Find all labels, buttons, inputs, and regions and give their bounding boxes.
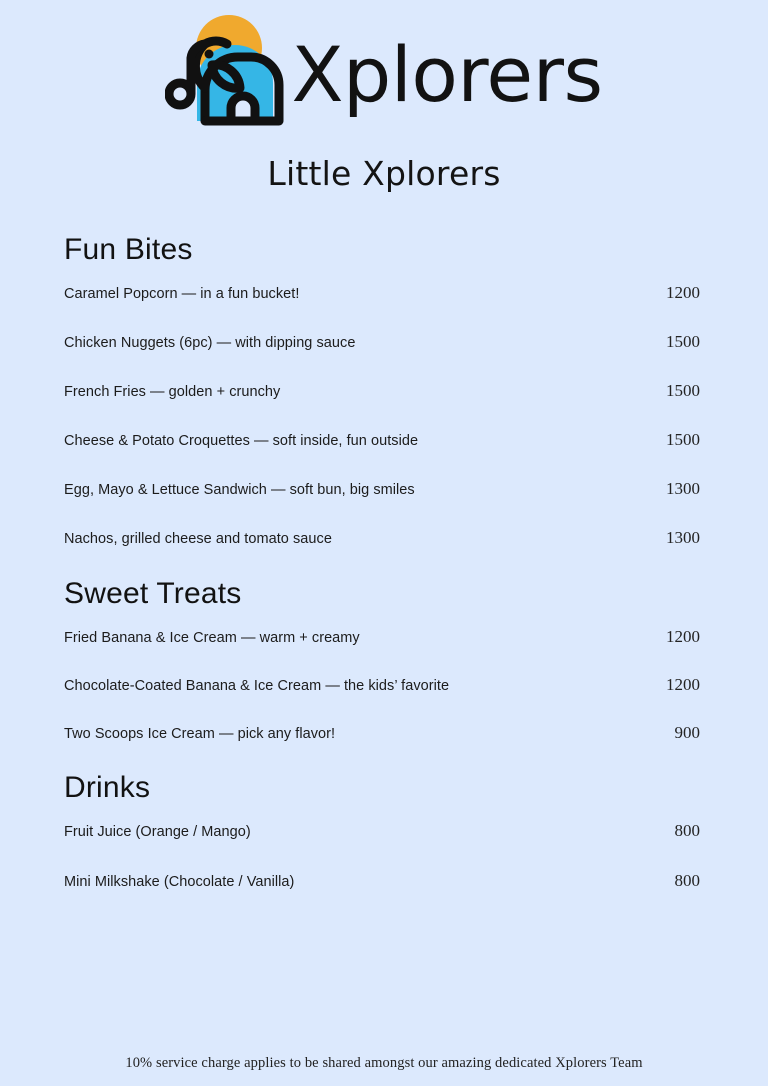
menu-item-row bbox=[64, 675, 700, 695]
menu-item-name: Egg, Mayo & Lettuce Sandwich — soft bun, big smiles bbox=[64, 482, 415, 498]
menu-item-price: 1200 bbox=[666, 675, 700, 694]
menu-item-name: Fried Banana & Ice Cream — warm + creamy bbox=[64, 630, 360, 646]
menu-item-row bbox=[64, 871, 700, 891]
menu-item-row bbox=[64, 381, 700, 401]
brand-header bbox=[0, 0, 768, 193]
item-list-sweet-treats bbox=[64, 627, 700, 743]
page-title: Little Xplorers bbox=[267, 154, 501, 193]
menu-item-price: 1500 bbox=[666, 332, 700, 351]
menu-section-fun-bites bbox=[64, 233, 700, 548]
menu-item-row bbox=[64, 528, 700, 548]
menu-item-price: 1200 bbox=[666, 627, 700, 646]
item-list-fun-bites bbox=[64, 283, 700, 548]
menu-item-name: Mini Milkshake (Chocolate / Vanilla) bbox=[64, 874, 295, 890]
menu-item-name: Nachos, grilled cheese and tomato sauce bbox=[64, 531, 332, 547]
menu-body bbox=[0, 233, 768, 1086]
menu-item-price: 1200 bbox=[666, 283, 700, 302]
menu-item-row bbox=[64, 430, 700, 450]
menu-item-name: Cheese & Potato Croquettes — soft inside, fun outside bbox=[64, 433, 419, 449]
menu-item-name: Chocolate-Coated Banana & Ice Cream — the kids’ favorite bbox=[64, 678, 450, 694]
logo-lockup bbox=[165, 8, 602, 136]
menu-section-drinks bbox=[64, 771, 700, 891]
item-list-drinks bbox=[64, 821, 700, 891]
menu-item-price: 800 bbox=[674, 871, 700, 890]
menu-item-name: Caramel Popcorn — in a fun bucket! bbox=[64, 286, 300, 302]
menu-item-row bbox=[64, 283, 700, 303]
section-title-sweet-treats: Sweet Treats bbox=[64, 577, 242, 610]
menu-item-price: 1500 bbox=[666, 381, 700, 400]
service-charge-note: 10% service charge applies to be shared amongst our amazing dedicated Xplorers Team bbox=[125, 1055, 643, 1071]
section-title-drinks: Drinks bbox=[64, 771, 151, 804]
menu-item-row bbox=[64, 479, 700, 499]
menu-item-row bbox=[64, 627, 700, 647]
menu-item-row bbox=[64, 332, 700, 352]
menu-section-sweet-treats bbox=[64, 577, 700, 743]
elephant-sun-logo-icon bbox=[165, 10, 297, 134]
menu-item-price: 1300 bbox=[666, 528, 700, 547]
menu-item-row bbox=[64, 723, 700, 743]
menu-item-price: 900 bbox=[674, 723, 700, 742]
menu-item-name: Two Scoops Ice Cream — pick any flavor! bbox=[64, 726, 336, 742]
menu-footer bbox=[0, 1054, 768, 1072]
menu-item-price: 1500 bbox=[666, 430, 700, 449]
section-title-fun-bites: Fun Bites bbox=[64, 233, 193, 266]
menu-item-price: 1300 bbox=[666, 479, 700, 498]
menu-item-name: Fruit Juice (Orange / Mango) bbox=[64, 824, 251, 840]
menu-item-name: Chicken Nuggets (6pc) — with dipping sauce bbox=[64, 335, 356, 351]
menu-item-name: French Fries — golden + crunchy bbox=[64, 384, 281, 400]
menu-item-price: 800 bbox=[674, 821, 700, 840]
brand-wordmark: Xplorers bbox=[291, 30, 603, 119]
menu-item-row bbox=[64, 821, 700, 841]
